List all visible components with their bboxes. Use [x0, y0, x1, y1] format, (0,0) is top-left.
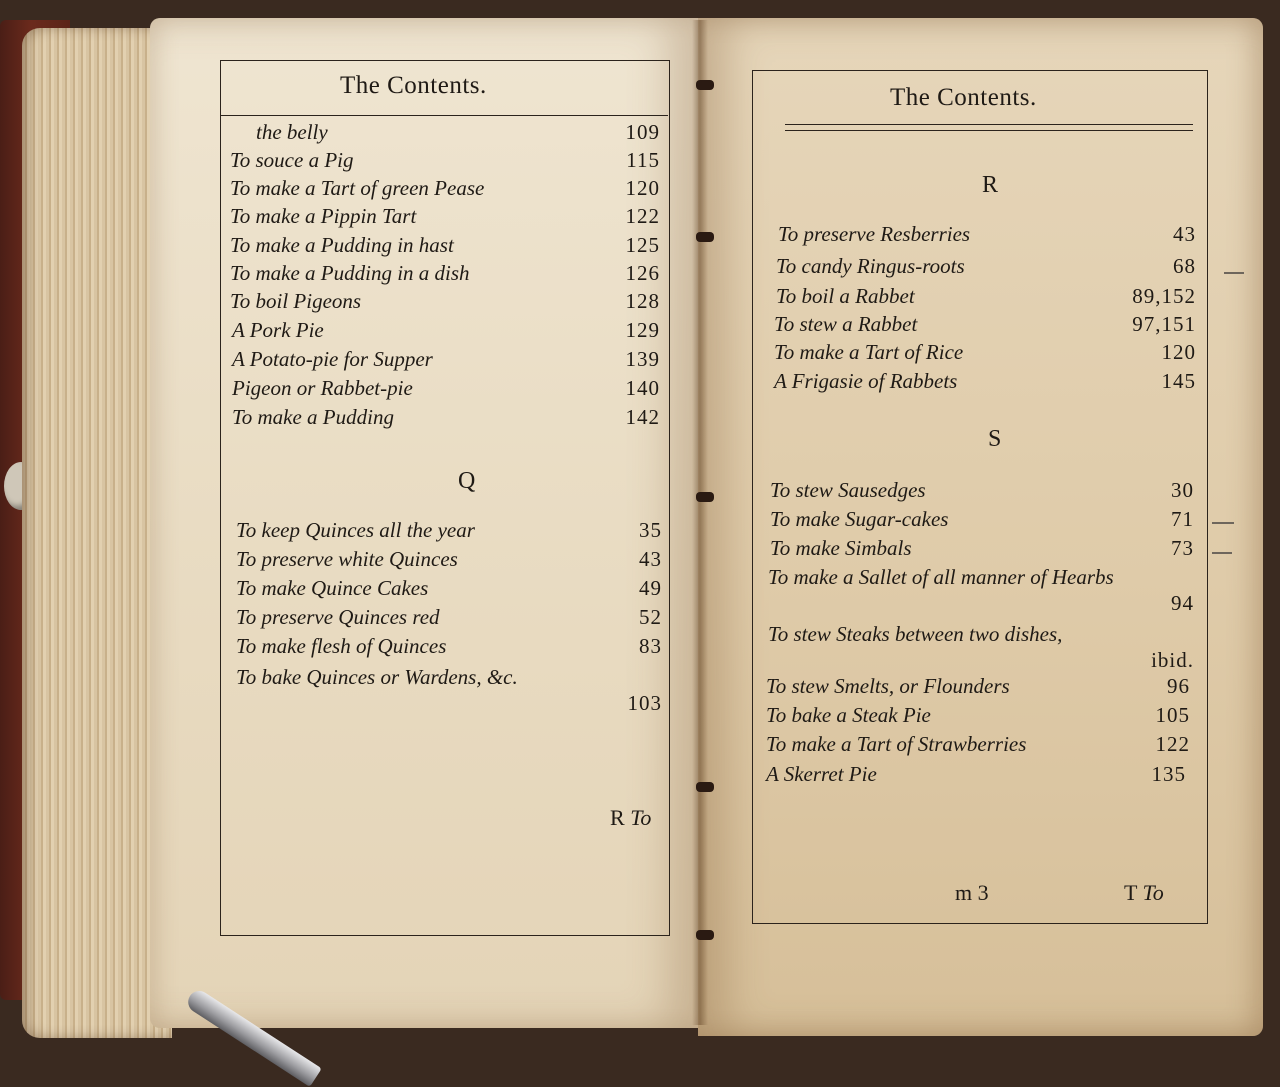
contents-entry: To make a Tart of green Pease 120	[230, 176, 660, 200]
contents-entry: To preserve Quinces red 52	[236, 605, 662, 629]
contents-entry: To preserve white Quinces 43	[236, 547, 662, 571]
left-heading: The Contents.	[340, 72, 487, 99]
contents-entry: To stew Steaks between two dishes, ibid.	[768, 622, 1194, 672]
margin-mark	[1224, 272, 1244, 274]
contents-entry: A Potato-pie for Supper 139	[232, 347, 660, 371]
section-letter-s: S	[988, 426, 1002, 452]
contents-entry: To souce a Pig 115	[230, 148, 660, 172]
contents-entry: To make Simbals 73	[770, 536, 1194, 560]
section-letter-q: Q	[458, 468, 476, 494]
contents-entry: A Pork Pie 129	[232, 318, 660, 342]
book-gutter	[692, 20, 708, 1025]
contents-entry: To make flesh of Quinces 83	[236, 634, 662, 658]
contents-entry: To make a Tart of Rice 120	[774, 340, 1196, 364]
contents-entry: To stew Smelts, or Flounders 96	[766, 674, 1190, 698]
contents-entry: To make Quince Cakes 49	[236, 576, 662, 600]
heading-rule	[220, 115, 668, 116]
contents-entry: A Skerret Pie 135	[766, 762, 1186, 786]
binding-stitch	[696, 492, 714, 502]
contents-entry: Pigeon or Rabbet-pie 140	[232, 376, 660, 400]
catchword-letter: R	[610, 805, 625, 830]
contents-entry: To preserve Resberries 43	[778, 222, 1196, 246]
catchword-word: To	[630, 805, 652, 830]
catchword	[610, 805, 651, 831]
contents-entry: To make a Sallet of all manner of Hearbs 94	[768, 565, 1194, 615]
contents-entry: A Frigasie of Rabbets 145	[774, 369, 1196, 393]
catchword	[1124, 880, 1164, 906]
contents-entry: To stew a Rabbet 97,151	[774, 312, 1196, 336]
contents-entry: To make a Tart of Strawberries 122	[766, 732, 1190, 756]
heading-rule	[785, 124, 1193, 125]
catchword-letter: T	[1124, 880, 1138, 905]
binding-stitch	[696, 930, 714, 940]
contents-entry: To make a Pippin Tart 122	[230, 204, 660, 228]
contents-entry: To bake a Steak Pie 105	[766, 703, 1190, 727]
contents-entry: To stew Sausedges 30	[770, 478, 1194, 502]
contents-entry: To make Sugar-cakes 71	[770, 507, 1194, 531]
contents-entry: To bake Quinces or Wardens, &c. 103	[236, 665, 662, 715]
section-letter-r: R	[982, 172, 999, 198]
heading-rule	[785, 130, 1193, 131]
contents-entry: To candy Ringus-roots 68	[776, 254, 1196, 278]
contents-entry: To make a Pudding in hast 125	[230, 233, 660, 257]
contents-entry: the belly 109	[256, 120, 660, 144]
margin-mark	[1212, 552, 1232, 554]
catchword-word: To	[1142, 880, 1164, 905]
contents-entry: To boil Pigeons 128	[230, 289, 660, 313]
contents-entry: To make a Pudding in a dish 126	[230, 261, 660, 285]
contents-entry: To boil a Rabbet 89,152	[776, 284, 1196, 308]
contents-entry: To keep Quinces all the year 35	[236, 518, 662, 542]
right-heading: The Contents.	[890, 84, 1037, 111]
contents-entry: To make a Pudding 142	[232, 405, 660, 429]
signature-mark: m 3	[955, 880, 989, 905]
binding-stitch	[696, 782, 714, 792]
margin-mark	[1212, 522, 1234, 524]
binding-stitch	[696, 80, 714, 90]
binding-stitch	[696, 232, 714, 242]
